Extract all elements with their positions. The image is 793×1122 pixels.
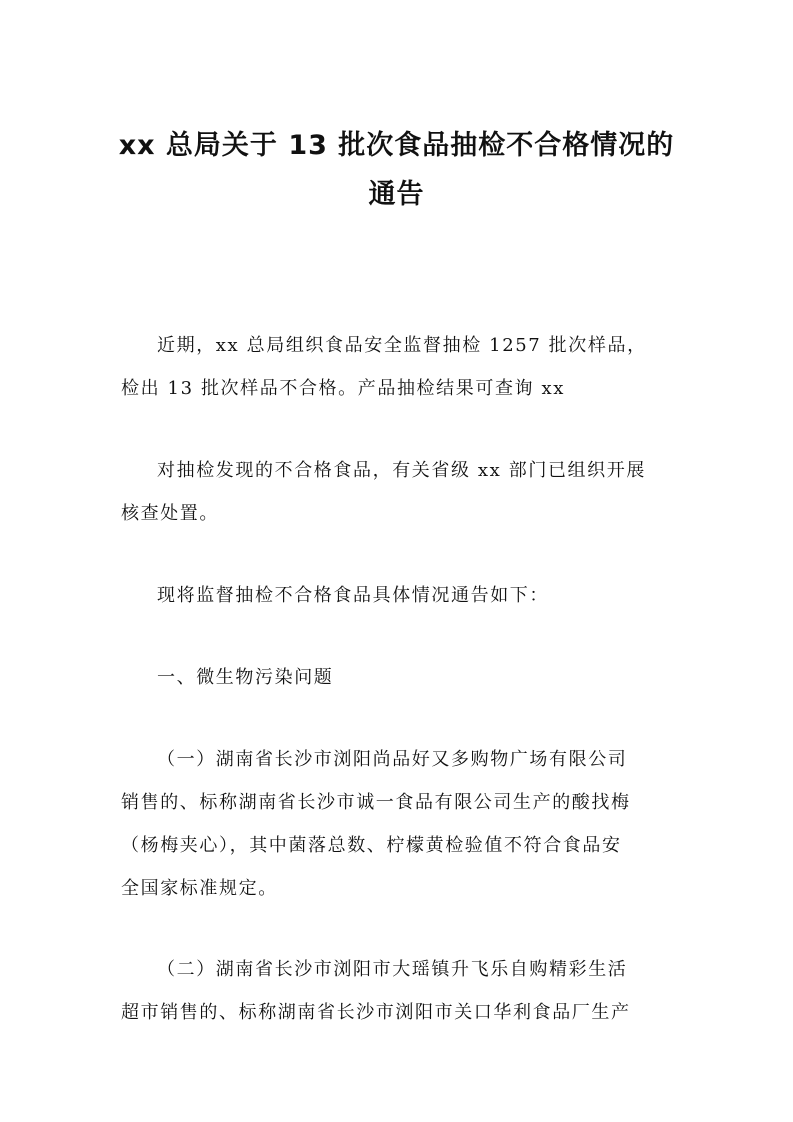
- document-title-line-2: 通告: [368, 179, 425, 210]
- paragraph-line: （一）湖南省长沙市浏阳尚品好又多购物广场有限公司: [157, 749, 628, 770]
- paragraph-line: 超市销售的、标称湖南省长沙市浏阳市关口华利食品厂生产: [121, 1002, 631, 1023]
- paragraph-item-1: [121, 738, 681, 910]
- paragraph-line: 近期，xx 总局组织食品安全监督抽检 1257 批次样品，: [157, 335, 647, 356]
- section-heading-microbial: [121, 656, 681, 699]
- paragraph-line: 核查处置。: [121, 503, 219, 524]
- paragraph-line: 销售的、标称湖南省长沙市诚一食品有限公司生产的酸找梅: [121, 792, 631, 813]
- paragraph-notice-intro: [121, 574, 681, 617]
- paragraph-sampling-summary: [121, 324, 681, 410]
- paragraph-line: 对抽检发现的不合格食品，有关省级 xx 部门已组织开展: [157, 460, 646, 481]
- section-heading-line: 一、微生物污染问题: [157, 667, 334, 688]
- paragraph-line: （杨梅夹心），其中菌落总数、柠檬黄检验值不符合食品安: [121, 835, 622, 856]
- paragraph-disposal: [121, 449, 681, 535]
- paragraph-item-2: [121, 948, 681, 1034]
- document-title-line-1: xx 总局关于 13 批次食品抽检不合格情况的: [118, 130, 675, 161]
- paragraph-line: 检出 13 批次样品不合格。产品抽检结果可查询 xx: [121, 378, 565, 399]
- paragraph-line: 全国家标准规定。: [121, 878, 278, 899]
- paragraph-line: （二）湖南省长沙市浏阳市大瑶镇升飞乐自购精彩生活: [157, 959, 628, 980]
- paragraph-line: 现将监督抽检不合格食品具体情况通告如下：: [157, 585, 549, 606]
